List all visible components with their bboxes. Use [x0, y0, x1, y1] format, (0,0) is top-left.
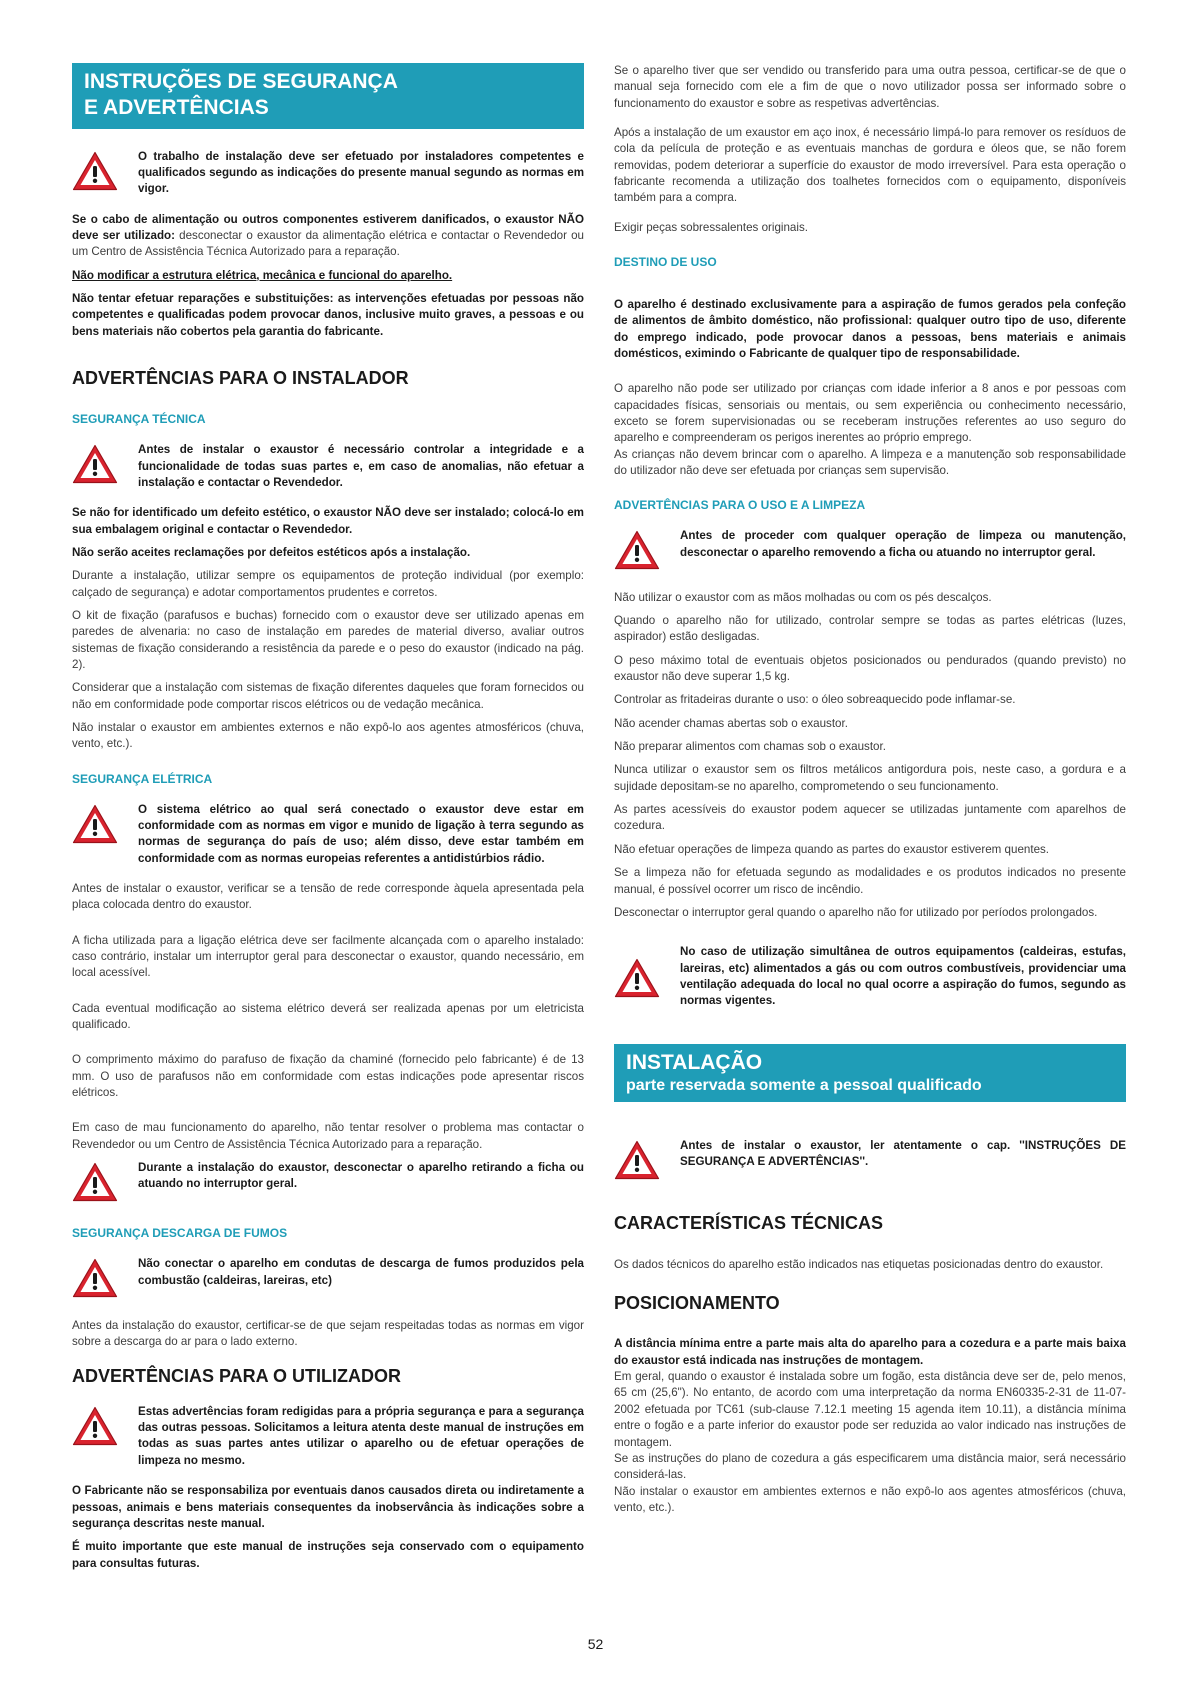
- section-title-position: POSICIONAMENTO: [614, 1293, 780, 1314]
- section-title-specs: CARACTERÍSTICAS TÉCNICAS: [614, 1213, 884, 1234]
- section-title-user: ADVERTÊNCIAS PARA O UTILIZADOR: [72, 1366, 402, 1387]
- warning-text: O trabalho de instalação deve ser efetuado por instaladores competentes e qualificados segundo as indicações do presente manual segundo as normas em vigor.: [138, 149, 584, 196]
- warning-text: Antes de instalar o exaustor, ler atentamente o cap. ''INSTRUÇÕES DE SEGURANÇA E ADVERTÊNCIAS''.: [680, 1139, 1126, 1169]
- paragraph-flames-food: Não preparar alimentos com chamas sob o exaustor.: [614, 740, 886, 754]
- warning-text: Antes de instalar o exaustor é necessário controlar a integridade e a funcionalidade de todas suas partes e, em caso de anomalias, não efetuar a instalação e contactar o Revendedor.: [138, 443, 584, 489]
- installation-banner: [614, 1044, 1126, 1102]
- warning-text: Durante a instalação do exaustor, desconectar o aparelho retirando a ficha ou atuando no interruptor geral.: [138, 1161, 584, 1191]
- paragraph-outdoor: Não instalar o exaustor em ambientes externos e não expô-lo aos agentes atmosféricos (chuva, vento, etc.).: [72, 721, 584, 751]
- paragraph-children: O aparelho não pode ser utilizado por crianças com idade inferior a 8 anos e por pessoas com capacidades físicas, sensoriais ou mentais, ou sem experiência ou conhecimento necessário, exceto se forem supervisionadas ou se receberam instruções referentes ao uso seguro do aparelho e compreenderam os perigos inerentes ao próprio emprego.: [614, 382, 1126, 445]
- paragraph-other-fixing: Considerar que a instalação com sistemas de fixação diferentes daqueles que foram fornecidos ou não em conformidade pode comportar riscos elétricos ou de vedação mecânica.: [72, 681, 584, 711]
- paragraph-gas-hob: Se as instruções do plano de cozedura a gás especificarem uma distância maior, será necessário considerá-las.: [614, 1451, 1126, 1482]
- paragraph-destino: O aparelho é destinado exclusivamente para a aspiração de fumos gerados pela confeção de alimentos de âmbito doméstico, não profissional: qualquer outro tipo de uso, diferente do emprego indicado, pode provocar danos a pessoas, bens materiais e animais domésticos, eximindo o Fabricante de qualquer tipo de responsabilidade.: [614, 298, 1126, 361]
- warning-text: Antes de proceder com qualquer operação de limpeza ou manutenção, desconectar o aparelho removendo a ficha ou atuando no interruptor geral.: [680, 529, 1126, 559]
- right-column: [614, 63, 1126, 1523]
- warning-triangle-icon: [72, 151, 118, 191]
- warning-user: [72, 1404, 584, 1469]
- paragraph-disconnect-long: Desconectar o interruptor geral quando o aparelho não for utilizado por períodos prolongados.: [614, 905, 1098, 919]
- installation-banner-title: INSTALAÇÃO: [626, 1050, 763, 1074]
- subsection-title-technical: SEGURANÇA TÉCNICA: [72, 412, 206, 427]
- paragraph-distance: Em geral, quando o exaustor é instalada sobre um fogão, esta distância deve ser de, pelo menos, 65 cm (25,6"). No entanto, de acordo com uma interpretação da norma EN60335-2-31 de 11-07-2002 efetuada por TC61 (sub-clause 7.12.1 meeting 15 agenda item 10.11), a distância mínima entre o fogão e a parte inferior do exaustor pode ser reduzida ao valor indicado nas instruções de montagem.: [614, 1370, 1126, 1449]
- warning-disconnect: [72, 1160, 584, 1207]
- subsection-title-electrical: SEGURANÇA ELÉTRICA: [72, 771, 213, 786]
- paragraph-no-repair: Não tentar efetuar reparações e substituições: as intervenções efetuadas por pessoas não competentes e qualificadas podem provocar danos, inclusive muito graves, a pessoas e ou bens materiais não cobertos pela garantia do fabricante.: [72, 291, 584, 338]
- subsection-title-fumes: SEGURANÇA DESCARGA DE FUMOS: [72, 1226, 288, 1241]
- paragraph-fumes-norms: Antes da instalação do exaustor, certificar-se de que sejam respeitadas todas as normas em vigor sobre a descarga do ar para o lado externo.: [72, 1318, 584, 1349]
- paragraph-children-2: As crianças não devem brincar com o aparelho. A limpeza e a manutenção sob responsabilidade do utilizador não deve ser efetuada por crianças sem supervisão.: [614, 447, 1126, 478]
- warning-text: No caso de utilização simultânea de outros equipamentos (caldeiras, estufas, lareiras, etc) alimentados a gás ou com outros combustíveis, providenciar uma ventilação adequada do local no qual ocorre a aspiração do fumos, segundo as normas vigentes.: [680, 945, 1126, 1008]
- paragraph-claims: Não serão aceites reclamações por defeitos estéticos após a instalação.: [72, 545, 471, 559]
- warning-text: Não conectar o aparelho em condutas de descarga de fumos produzidos pela combustão (caldeiras, lareiras, etc): [138, 1257, 584, 1287]
- paragraph-electrician: Cada eventual modificação ao sistema elétrico deverá ser realizada apenas por um eletricista qualificado.: [72, 1001, 584, 1032]
- bold-text: Se o cabo de alimentação ou outros componentes estiverem danificados, o exaustor NÃO deve ser utilizado:: [72, 212, 584, 242]
- paragraph-wet: Não utilizar o exaustor com as mãos molhadas ou com os pés descalços.: [614, 590, 992, 604]
- warning-cleaning: [614, 528, 1126, 575]
- paragraph-outdoor-2: Não instalar o exaustor em ambientes externos e não expô-lo aos agentes atmosféricos (chuva, vento, etc.).: [614, 1484, 1126, 1514]
- paragraph-defect: Se não for identificado um defeito estético, o exaustor NÃO deve ser instalado; colocá-lo em sua embalagem original e contactar o Revendedor.: [72, 506, 584, 536]
- warning-gas: [614, 944, 1126, 1009]
- paragraph-hot: As partes acessíveis do exaustor podem aquecer se utilizadas juntamente com aparelhos de cozedura.: [614, 803, 1126, 833]
- paragraph-specs: Os dados técnicos do aparelho estão indicados nas etiquetas posicionadas dentro do exaustor.: [614, 1257, 1104, 1271]
- left-column: [72, 63, 584, 1579]
- paragraph-filters: Nunca utilizar o exaustor sem os filtros metálicos antigordura pois, neste caso, a gordura e a sujidade depositam-se no aparelho, comprometendo o seu funcionamento.: [614, 763, 1126, 793]
- paragraph-fryers: Controlar as fritadeiras durante o uso: o óleo sobreaquecido pode inflamar-se.: [614, 693, 1016, 707]
- paragraph-voltage: Antes de instalar o exaustor, verificar se a tensão de rede corresponde àquela apresentada pela placa colocada dentro do exaustor.: [72, 882, 584, 912]
- paragraph-distance-bold: A distância mínima entre a parte mais alta do aparelho para a cozedura e a parte mais baixa do exaustor está indicada nas instruções de montagem.: [614, 1337, 1126, 1367]
- installation-banner-subtitle: parte reservada somente a pessoal qualificado: [626, 1076, 982, 1094]
- paragraph-plug: A ficha utilizada para a ligação elétrica deve ser facilmente alcançada com o aparelho instalado: caso contrário, instalar um interruptor geral para desconectar o exaustor, quando necessário, em local acessível.: [72, 933, 584, 980]
- paragraph-malfunction: Em caso de mau funcionamento do aparelho, não tentar resolver o problema mas contactar o Revendedor ou um Centro de Assistência Técnica Autorizado para a reparação.: [72, 1121, 584, 1151]
- safety-banner-line2: E ADVERTÊNCIAS: [84, 96, 269, 120]
- safety-banner: [72, 63, 584, 129]
- warning-triangle-icon: [614, 530, 660, 570]
- warning-read: [614, 1138, 1126, 1185]
- paragraph-sold: Se o aparelho tiver que ser vendido ou transferido para uma outra pessoa, certificar-se de que o manual seja fornecido com ele a fim de que o novo utilizador possa ser informado sobre o funcionamento do exaustor e sobre as respetivas advertências.: [614, 64, 1126, 110]
- safety-banner-line1: INSTRUÇÕES DE SEGURANÇA: [84, 70, 398, 93]
- warning-triangle-icon: [72, 1162, 118, 1202]
- paragraph-screw: O comprimento máximo do parafuso de fixação da chaminé (fornecido pelo fabricante) é de 13 mm. O uso de parafusos não em conformidade com estas indicações pode apresentar riscos elétricos.: [72, 1053, 584, 1100]
- paragraph-manufacturer: O Fabricante não se responsabiliza por eventuais danos causados direta ou indiretamente a pessoas, animais e bens materiais consequentes da inobservância às indicações sobre a segurança descritas neste manual.: [72, 1484, 584, 1530]
- warning-install: [72, 149, 584, 198]
- subsection-title-destino: DESTINO DE USO: [614, 255, 717, 270]
- section-title-installer: ADVERTÊNCIAS PARA O INSTALADOR: [72, 367, 409, 388]
- page-number: 52: [587, 1636, 604, 1652]
- paragraph-inox: Após a instalação de um exaustor em aço inox, é necessário limpá-lo para remover os resíduos de cola da película de proteção e as eventuais manchas de gordura e óleos que, se não forem removidas, podem deteriorar a superfície do exaustor de modo irreversível. Para esta operação o fabricante recomenda a utilização dos toalhetes fornecidos com o equipamento, disponíveis também para a compra.: [614, 126, 1126, 205]
- paragraph-no-modify: Não modificar a estrutura elétrica, mecânica e funcional do aparelho.: [72, 268, 453, 282]
- subsection-title-use-cleaning: ADVERTÊNCIAS PARA O USO E A LIMPEZA: [614, 498, 866, 513]
- paragraph-hot-clean: Não efetuar operações de limpeza quando as partes do exaustor estiverem quentes.: [614, 842, 1050, 856]
- warning-fumes: [72, 1256, 584, 1303]
- paragraph-ppe: Durante a instalação, utilizar sempre os equipamentos de proteção individual (por exemplo: calçado de segurança) e adotar comportamentos prudentes e corretos.: [72, 569, 584, 599]
- paragraph-cable: [72, 212, 584, 261]
- warning-triangle-icon: [72, 1406, 118, 1446]
- warning-triangle-icon: [614, 1140, 660, 1180]
- paragraph-fire: Se a limpeza não for efetuada segundo as modalidades e os produtos indicados no presente manual, é possível ocorrer um risco de incêndio.: [614, 866, 1126, 896]
- warning-text: O sistema elétrico ao qual será conectado o exaustor deve estar em conformidade com as normas em vigor e munido de ligação à terra segundo as normas de segurança do país de uso; além disso, deve estar também em conformidade com as normas europeias referentes a antidistúrbios rádio.: [138, 802, 584, 865]
- warning-text: Estas advertências foram redigidas para a própria segurança e para a segurança das outras pessoas. Solicitamos a leitura atenta deste manual de instruções em todas as suas partes antes utilizar o aparelho ou de efetuar operações de limpeza no mesmo.: [138, 1404, 584, 1467]
- paragraph-flames: Não acender chamas abertas sob o exaustor.: [614, 716, 848, 730]
- paragraph-kit: O kit de fixação (parafusos e buchas) fornecido com o exaustor deve ser utilizado apenas em paredes de alvenaria: no caso de instalação em paredes de material diverso, avaliar outros sistemas de fixação considerando a resistência da parede e o peso do exaustor (indicado na pág. 2).: [72, 608, 584, 671]
- paragraph-spares: Exigir peças sobressalentes originais.: [614, 220, 808, 234]
- warning-triangle-icon: [72, 444, 118, 484]
- warning-triangle-icon: [72, 804, 118, 844]
- warning-triangle-icon: [614, 958, 660, 998]
- text: desconectar o exaustor da alimentação elétrica e contactar o Revendedor ou um Centro de Assistência Técnica Autorizado para a reparação.: [72, 228, 584, 259]
- paragraph-not-used: Quando o aparelho não for utilizado, controlar sempre se todas as partes elétricas (luzes, aspirador) estão desligadas.: [614, 614, 1126, 644]
- warning-technical: [72, 442, 584, 491]
- warning-triangle-icon: [72, 1258, 118, 1298]
- paragraph-weight: O peso máximo total de eventuais objetos posicionados ou pendurados (quando previsto) no exaustor não deve superar 1,5 kg.: [614, 653, 1126, 684]
- paragraph-keep-manual: É muito importante que este manual de instruções seja conservado com o equipamento para consultas futuras.: [72, 1540, 584, 1570]
- warning-electrical: [72, 802, 584, 867]
